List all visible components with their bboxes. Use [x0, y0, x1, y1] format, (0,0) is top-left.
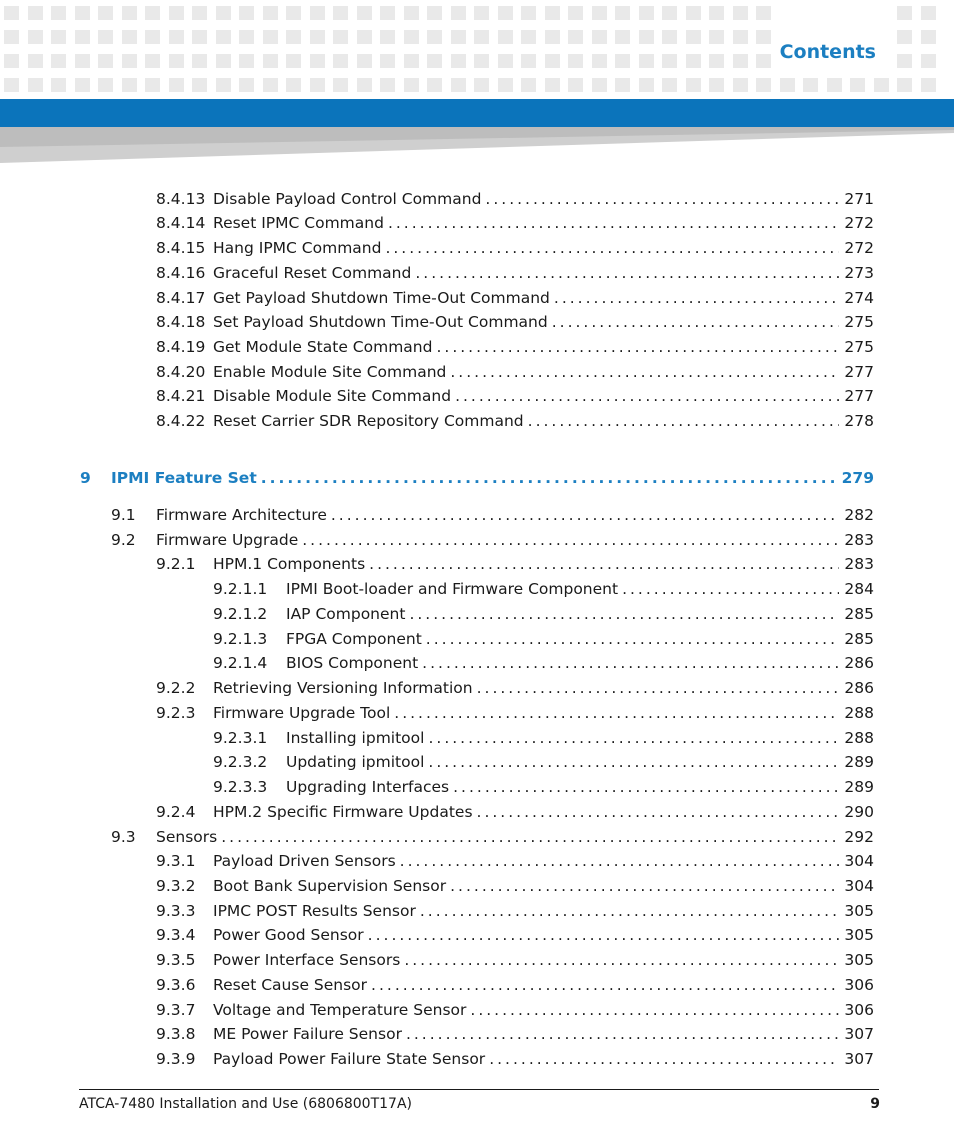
toc-entry-page: 273 [844, 264, 874, 282]
toc-entry-number: 9.2.1.1 [213, 580, 268, 598]
toc-entry[interactable] [156, 702, 874, 724]
toc-entry-title: IPMC POST Results Sensor [213, 902, 416, 920]
toc-dot-leader [409, 603, 839, 625]
toc-entry-title: Get Payload Shutdown Time-Out Command [213, 289, 550, 307]
toc-entry[interactable] [156, 237, 874, 259]
toc-dot-leader [426, 628, 840, 650]
toc-entry-title: Sensors [156, 828, 218, 846]
toc-entry-page: 306 [844, 976, 874, 994]
toc-entry[interactable] [156, 385, 874, 407]
page-title: Contents [779, 41, 876, 63]
toc-entry-page: 279 [841, 469, 874, 487]
toc-entry-title: Disable Module Site Command [213, 387, 452, 405]
toc-entry-page: 274 [844, 289, 874, 307]
toc-entry-number: 9.1 [111, 506, 136, 524]
toc-entry-page: 282 [844, 506, 874, 524]
toc-entry-number: 8.4.19 [156, 338, 206, 356]
toc-entry-page: 283 [844, 555, 874, 573]
toc-dot-leader [455, 385, 839, 407]
toc-entry-title: Enable Module Site Command [213, 363, 447, 381]
toc-entry-title: Reset Carrier SDR Repository Command [213, 412, 524, 430]
toc-entry-page: 290 [844, 803, 874, 821]
toc-entry-number: 9.2 [111, 531, 136, 549]
toc-entry-page: 288 [844, 704, 874, 722]
toc-entry-number: 9.3.7 [156, 1001, 196, 1019]
toc-dot-leader [221, 826, 839, 848]
toc-entry-title: Updating ipmitool [286, 753, 425, 771]
toc-entry-number: 9.2.1 [156, 555, 196, 573]
toc-entry-title: Hang IPMC Command [213, 239, 382, 257]
toc-entry-page: 289 [844, 753, 874, 771]
toc-dot-leader [528, 410, 840, 432]
toc-dot-leader [394, 702, 839, 724]
toc-dot-leader [368, 924, 840, 946]
toc-entry-title: Firmware Upgrade [156, 531, 299, 549]
toc-dot-leader [371, 974, 839, 996]
toc-entry[interactable] [111, 529, 874, 551]
toc-entry[interactable] [111, 826, 874, 848]
toc-entry[interactable] [156, 336, 874, 358]
toc-entry-page: 285 [844, 630, 874, 648]
toc-entry[interactable] [156, 677, 874, 699]
toc-entry-number: 8.4.17 [156, 289, 206, 307]
toc-entry-title: Payload Power Failure State Sensor [213, 1050, 486, 1068]
toc-entry-page: 306 [844, 1001, 874, 1019]
toc-entry-page: 288 [844, 729, 874, 747]
toc-entry-number: 8.4.22 [156, 412, 206, 430]
toc-entry-title: Voltage and Temperature Sensor [213, 1001, 467, 1019]
toc-dot-leader [369, 553, 839, 575]
toc-entry-page: 278 [844, 412, 874, 430]
toc-entry-title: Power Interface Sensors [213, 951, 401, 969]
toc-entry-page: 305 [844, 951, 874, 969]
toc-entry[interactable] [213, 603, 874, 625]
toc-entry-title: IPMI Boot-loader and Firmware Component [286, 580, 619, 598]
toc-entry-number: 9.3.3 [156, 902, 196, 920]
toc-entry[interactable] [156, 949, 874, 971]
toc-entry-number: 9.3.1 [156, 852, 196, 870]
toc-entry[interactable] [213, 628, 874, 650]
toc-entry-number: 9.3.5 [156, 951, 196, 969]
toc-entry[interactable] [156, 212, 874, 234]
toc-entry[interactable] [156, 262, 874, 284]
toc-entry-title: ME Power Failure Sensor [213, 1025, 402, 1043]
toc-dot-leader [404, 949, 839, 971]
toc-entry-number: 9.2.1.4 [213, 654, 268, 672]
footer-divider [79, 1089, 879, 1090]
toc-dot-leader [388, 212, 839, 234]
toc-dot-leader [331, 504, 840, 526]
toc-dot-leader [470, 999, 839, 1021]
toc-entry-page: 286 [844, 654, 874, 672]
toc-entry-title: BIOS Component [286, 654, 419, 672]
toc-entry-number: 8.4.18 [156, 313, 206, 331]
toc-entry-number: 9.3.6 [156, 976, 196, 994]
toc-entry-title: Payload Driven Sensors [213, 852, 396, 870]
toc-entry-page: 277 [844, 363, 874, 381]
toc-entry[interactable] [156, 875, 874, 897]
toc-entry-page: 286 [844, 679, 874, 697]
toc-entry-page: 307 [844, 1025, 874, 1043]
toc-entry[interactable] [156, 801, 874, 823]
toc-chapter-entry[interactable] [80, 467, 874, 489]
toc-entry-page: 272 [844, 239, 874, 257]
toc-entry-title: HPM.2 Specific Firmware Updates [213, 803, 473, 821]
toc-dot-leader [477, 677, 840, 699]
toc-entry[interactable] [156, 850, 874, 872]
toc-dot-leader [261, 467, 837, 489]
toc-entry-number: 9.3.8 [156, 1025, 196, 1043]
toc-entry-number: 8.4.16 [156, 264, 206, 282]
toc-entry-title: Installing ipmitool [286, 729, 425, 747]
toc-dot-leader [453, 776, 839, 798]
toc-entry-title: IAP Component [286, 605, 406, 623]
toc-entry-number: 8.4.13 [156, 190, 206, 208]
toc-entry-number: 9.2.3.1 [213, 729, 268, 747]
toc-entry[interactable] [156, 999, 874, 1021]
toc-entry-page: 305 [844, 926, 874, 944]
toc-entry-number: 9.2.1.2 [213, 605, 268, 623]
toc-entry-number: 9.2.2 [156, 679, 196, 697]
toc-entry-title: Firmware Upgrade Tool [213, 704, 391, 722]
toc-entry[interactable] [156, 1023, 874, 1045]
toc-entry-title: Set Payload Shutdown Time-Out Command [213, 313, 548, 331]
toc-entry-title: Disable Payload Control Command [213, 190, 482, 208]
toc-entry-number: 9.2.3.3 [213, 778, 268, 796]
toc-entry-title: Reset IPMC Command [213, 214, 384, 232]
toc-dot-leader [400, 850, 840, 872]
toc-dot-leader [422, 652, 839, 674]
toc-dot-leader [485, 188, 839, 210]
toc-entry-number: 9.3.9 [156, 1050, 196, 1068]
footer-document-title: ATCA-7480 Installation and Use (6806800T17A) [79, 1096, 412, 1112]
toc-dot-leader [622, 578, 839, 600]
toc-entry-page: 304 [844, 852, 874, 870]
toc-dot-leader [406, 1023, 839, 1045]
toc-entry-page: 289 [844, 778, 874, 796]
toc-entry-page: 304 [844, 877, 874, 895]
toc-dot-leader [385, 237, 839, 259]
toc-entry-page: 275 [844, 313, 874, 331]
toc-entry[interactable] [156, 188, 874, 210]
toc-entry[interactable] [213, 776, 874, 798]
toc-dot-leader [302, 529, 839, 551]
toc-dot-leader [450, 361, 839, 383]
toc-entry-number: 9.2.3.2 [213, 753, 268, 771]
toc-dot-leader [554, 287, 840, 309]
toc-entry[interactable] [156, 553, 874, 575]
toc-entry-page: 275 [844, 338, 874, 356]
toc-entry[interactable] [213, 652, 874, 674]
toc-entry[interactable] [213, 578, 874, 600]
toc-entry-page: 277 [844, 387, 874, 405]
footer-page-number: 9 [870, 1096, 880, 1112]
toc-entry-number: 8.4.20 [156, 363, 206, 381]
toc-entry-page: 292 [844, 828, 874, 846]
toc-entry-title: Reset Cause Sensor [213, 976, 368, 994]
toc-entry-page: 271 [844, 190, 874, 208]
toc-entry-title: Power Good Sensor [213, 926, 364, 944]
toc-entry-number: 9.2.4 [156, 803, 196, 821]
toc-dot-leader [450, 875, 839, 897]
toc-entry-title: Graceful Reset Command [213, 264, 412, 282]
toc-dot-leader [428, 727, 839, 749]
toc-entry-page: 272 [844, 214, 874, 232]
toc-entry-title: Get Module State Command [213, 338, 433, 356]
toc-entry-title: Firmware Architecture [156, 506, 327, 524]
toc-entry-number: 9 [80, 469, 91, 487]
toc-entry[interactable] [156, 361, 874, 383]
toc-entry[interactable] [156, 287, 874, 309]
toc-dot-leader [552, 311, 840, 333]
toc-entry-page: 307 [844, 1050, 874, 1068]
toc-dot-leader [477, 801, 840, 823]
toc-entry[interactable] [156, 924, 874, 946]
toc-entry-title: IPMI Feature Set [111, 469, 257, 487]
toc-entry-page: 305 [844, 902, 874, 920]
toc-entry-number: 9.2.3 [156, 704, 196, 722]
toc-dot-leader [420, 900, 840, 922]
toc-dot-leader [489, 1048, 839, 1070]
toc-entry-number: 9.3.4 [156, 926, 196, 944]
toc-entry-title: HPM.1 Components [213, 555, 366, 573]
toc-entry[interactable] [213, 727, 874, 749]
toc-entry-number: 9.2.1.3 [213, 630, 268, 648]
toc-entry-title: Retrieving Versioning Information [213, 679, 473, 697]
toc-entry-number: 8.4.14 [156, 214, 206, 232]
toc-entry[interactable] [156, 410, 874, 432]
toc-entry[interactable] [156, 900, 874, 922]
toc-dot-leader [428, 751, 839, 773]
toc-entry-title: Upgrading Interfaces [286, 778, 450, 796]
toc-entry-title: Boot Bank Supervision Sensor [213, 877, 447, 895]
toc-entry[interactable] [156, 974, 874, 996]
toc-entry-number: 8.4.21 [156, 387, 206, 405]
toc-entry[interactable] [156, 1048, 874, 1070]
toc-dot-leader [415, 262, 839, 284]
toc-entry[interactable] [213, 751, 874, 773]
toc-entry-number: 9.3.2 [156, 877, 196, 895]
toc-entry-number: 9.3 [111, 828, 136, 846]
toc-entry-number: 8.4.15 [156, 239, 206, 257]
toc-entry-page: 284 [844, 580, 874, 598]
toc-entry-page: 283 [844, 531, 874, 549]
toc-dot-leader [436, 336, 839, 358]
toc-entry-page: 285 [844, 605, 874, 623]
toc-entry-title: FPGA Component [286, 630, 422, 648]
toc-entry[interactable] [156, 311, 874, 333]
toc-entry[interactable] [111, 504, 874, 526]
